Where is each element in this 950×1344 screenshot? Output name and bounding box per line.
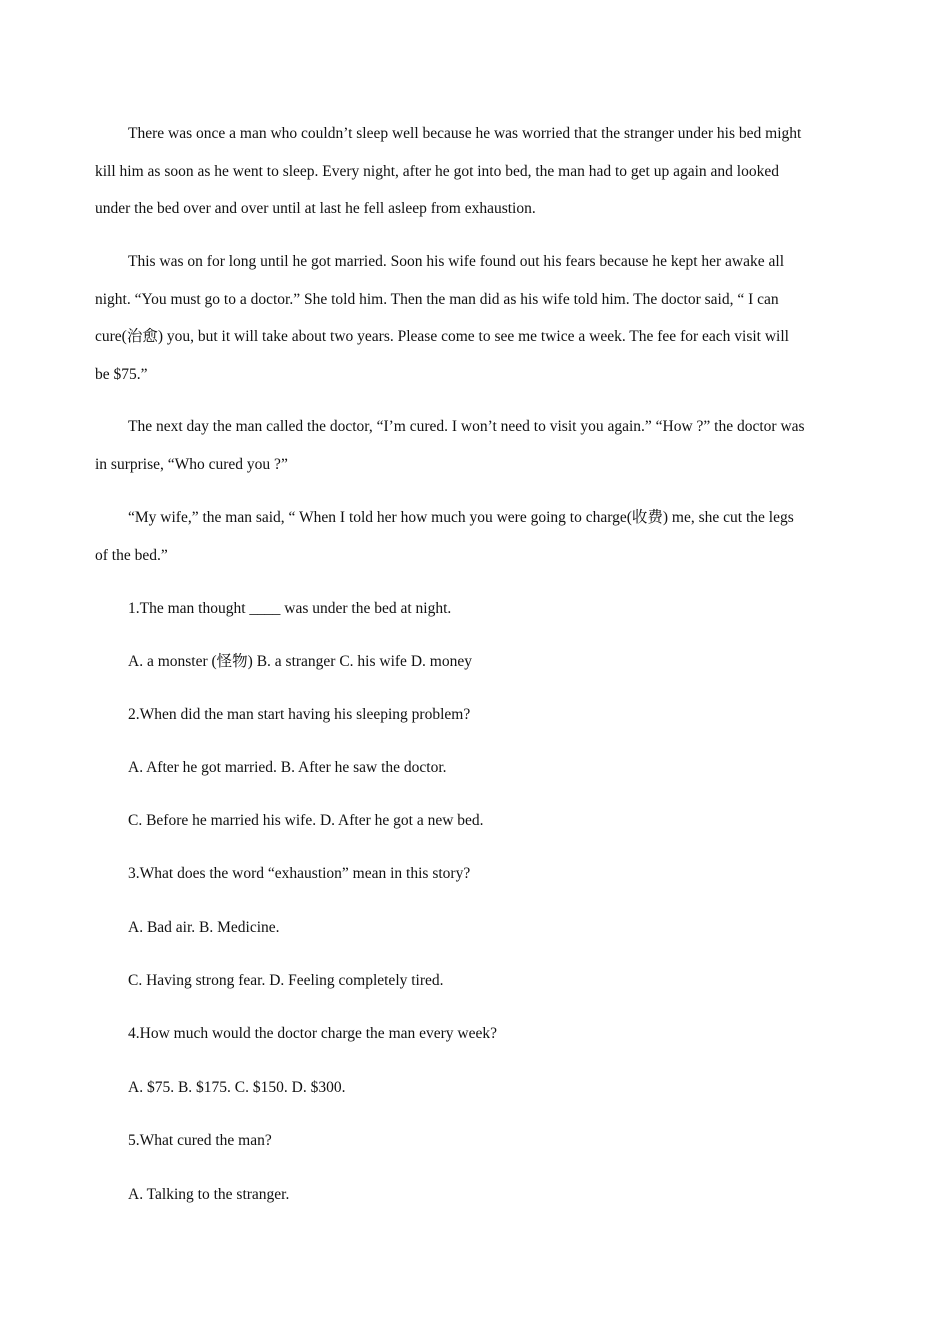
question-2-options-cd: C. Before he married his wife. D. After he got a new bed. bbox=[128, 812, 484, 829]
question-4-stem: 4.How much would the doctor charge the man every week? bbox=[128, 1025, 498, 1042]
question-3-options-ab: A. Bad air. B. Medicine. bbox=[128, 919, 280, 936]
passage-paragraph-1: There was once a man who couldn’t sleep well because he was worried that the stranger under his bed might kill him as soon as he went to sleep. Every night, after he got into bed, the man had to get up again and looked under the bed over and over until at last he fell asleep from exhaustion. bbox=[95, 125, 802, 217]
question-5-options: A. Talking to the stranger. bbox=[128, 1186, 290, 1203]
passage-paragraph-2: This was on for long until he got married. Soon his wife found out his fears because he kept her awake all night. “You must go to a doctor.” She told him. Then the man did as his wife told him. The doctor said, “ I can cure(治愈) you, but it will take about two years. Please come to see me twice a week. The fee for each visit will be $75.” bbox=[95, 253, 789, 383]
question-3-options-cd: C. Having strong fear. D. Feeling completely tired. bbox=[128, 972, 444, 989]
question-2-options-ab: A. After he got married. B. After he saw the doctor. bbox=[128, 759, 447, 776]
question-4-options: A. $75. B. $175. C. $150. D. $300. bbox=[128, 1079, 346, 1096]
question-5-stem: 5.What cured the man? bbox=[128, 1132, 272, 1149]
passage-paragraph-3: The next day the man called the doctor, “I’m cured. I won’t need to visit you again.” “How ?” the doctor was in surprise, “Who cured you ?” bbox=[95, 418, 805, 473]
question-2-stem: 2.When did the man start having his sleeping problem? bbox=[128, 706, 471, 723]
question-3-stem: 3.What does the word “exhaustion” mean in this story? bbox=[128, 865, 471, 882]
passage-paragraph-4: “My wife,” the man said, “ When I told her how much you were going to charge(收费) me, she cut the legs of the bed.” bbox=[95, 509, 794, 564]
question-1-stem: 1.The man thought ____ was under the bed at night. bbox=[128, 600, 452, 617]
question-1-options: A. a monster (怪物) B. a stranger C. his wife D. money bbox=[128, 653, 472, 670]
